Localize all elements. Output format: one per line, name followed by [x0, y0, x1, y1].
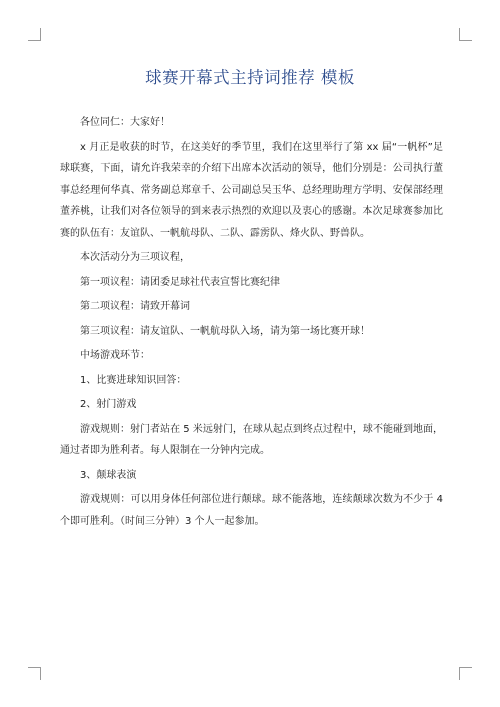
paragraph-game-2-rules: 游戏规则：射门者站在 5 米远射门，在球从起点到终点过程中，球不能碰到地面，通过者即为胜利者。每人限制在一分钟内完成。	[60, 423, 443, 456]
paragraph-introduction: x 月正是收获的时节，在这美好的季节里，我们在这里举行了第 xx 届“一帆杯”足球联赛，下面，请允许我荣幸的介绍下出席本次活动的领导，他们分别是：公司执行董事总经理何华真、常务副总郑章千、公司副总吴玉华、总经理助理方学明、安保部经理董养桃，让我们对各位领导的到来表示热烈的欢迎以及衷心的感谢。本次足球赛参加比赛的队伍有：友谊队、一帆航母队、二队、霹雳队、烽火队、野兽队。	[60, 141, 443, 239]
document-title: 球赛开幕式主持词推荐 模板	[145, 68, 355, 87]
paragraph-greeting: 各位同仁：大家好！	[80, 117, 170, 128]
paragraph-game-1: 1、比赛进球知识回答：	[80, 374, 187, 386]
page-corner-mark-top-left	[28, 28, 41, 41]
page-corner-mark-bottom-right	[459, 667, 472, 680]
paragraph-agenda-intro: 本次活动分为三项议程，	[80, 252, 190, 263]
paragraph-agenda-item-3: 第三项议程：请友谊队、一帆航母队入场，请为第一场比赛开球！	[80, 325, 370, 337]
paragraph-halftime-games: 中场游戏环节：	[80, 350, 150, 361]
document-body	[60, 112, 443, 535]
paragraph-agenda-item-1: 第一项议程：请团委足球社代表宣誓比赛纪律	[80, 276, 280, 288]
page-corner-mark-bottom-left	[28, 667, 41, 680]
paragraph-agenda-item-2: 第二项议程：请致开幕词	[80, 301, 190, 312]
paragraph-game-3: 3、颠球表演	[80, 469, 137, 481]
paragraph-game-2: 2、射门游戏	[80, 399, 137, 410]
page-corner-mark-top-right	[459, 28, 472, 41]
paragraph-game-3-rules: 游戏规则：可以用身体任何部位进行颠球。球不能落地，连续颠球次数为不少于 4 个即可胜利。（时间三分钟）3 个人一起参加。	[60, 494, 443, 527]
